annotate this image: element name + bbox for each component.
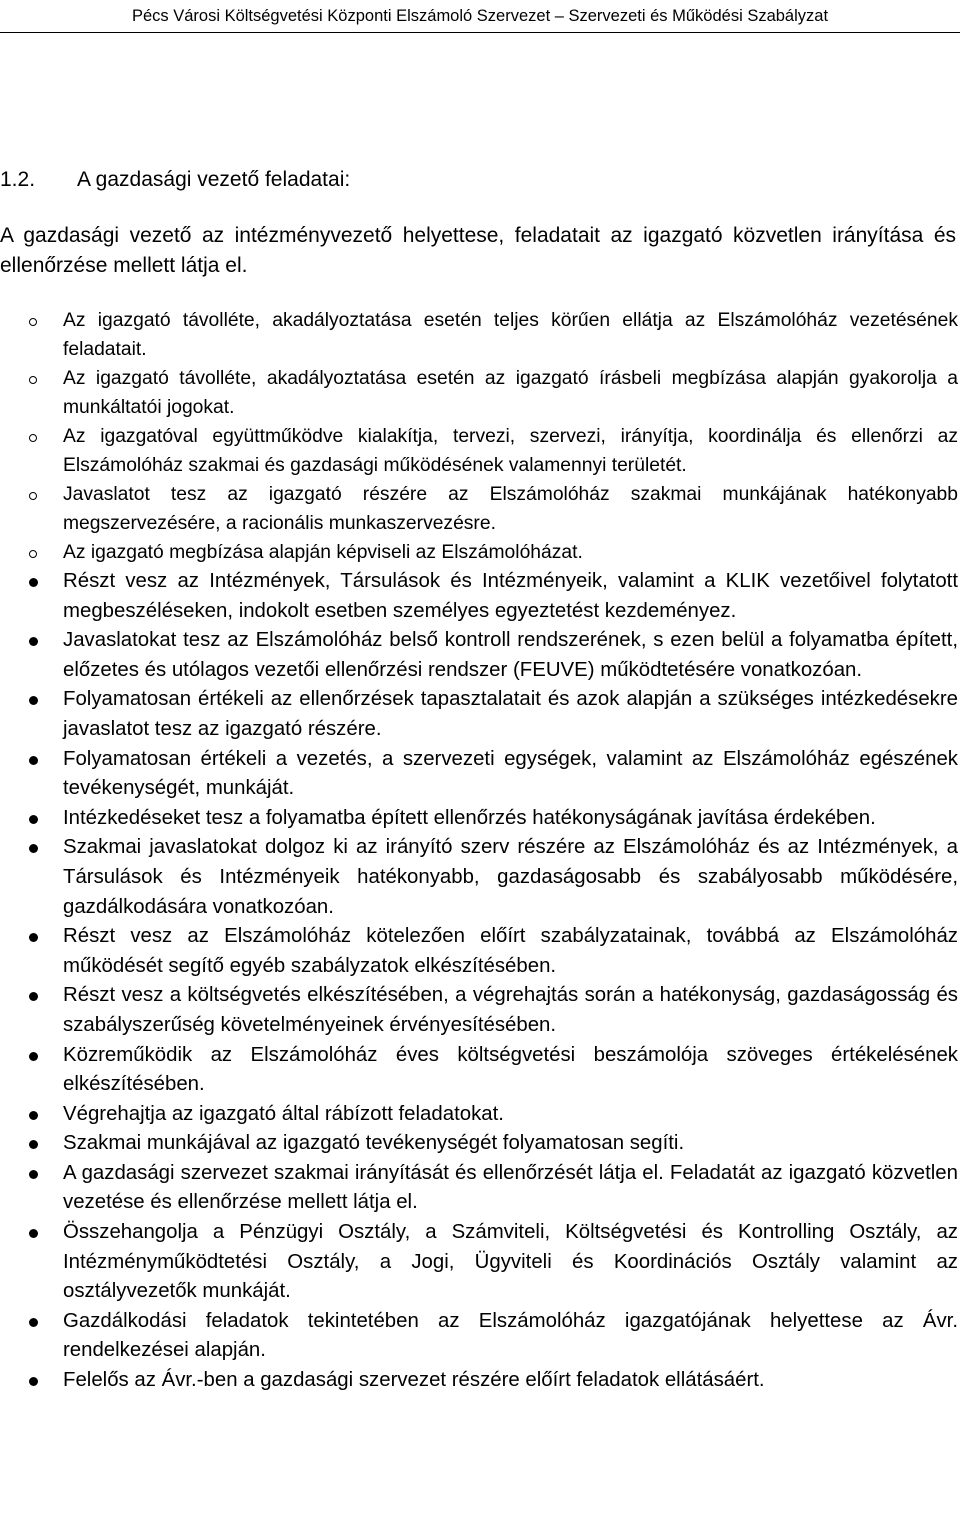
intro-paragraph: A gazdasági vezető az intézményvezető helyettese, feladatait az igazgató közvetlen irányítása és ellenőrzése mellett látja el.	[0, 224, 956, 277]
bullet-icon	[29, 1170, 38, 1179]
list-item-text: Végrehajtja az igazgató által rábízott feladatokat.	[63, 1102, 504, 1125]
list-item	[0, 1129, 958, 1159]
list-item-text: Folyamatosan értékeli az ellenőrzések tapasztalatait és azok alapján a szükséges intézkedésekre javaslatot tesz az igazgató részére.	[63, 688, 958, 740]
list-item	[0, 804, 958, 834]
list-item-text: Az igazgató távolléte, akadályoztatása esetén az igazgató írásbeli megbízása alapján gyakorolja a munkáltatói jogokat.	[63, 368, 958, 418]
list-item-text: Szakmai munkájával az igazgató tevékenységét folyamatosan segíti.	[63, 1132, 685, 1155]
list-item-text: Összehangolja a Pénzügyi Osztály, a Számviteli, Költségvetési és Kontrolling Osztály, az Intézményműködtetési Osztály, a Jogi, Ügyviteli és Koordinációs Osztály valamint az osztályvezetők munkáját.	[63, 1221, 958, 1303]
bullet-icon	[29, 578, 38, 587]
header-rule	[0, 32, 960, 33]
list-item	[0, 1307, 958, 1366]
bullet-icon	[29, 1229, 38, 1238]
hollow-bullet-icon	[29, 318, 37, 326]
bullet-icon	[29, 844, 38, 853]
bullet-icon	[29, 637, 38, 646]
bullet-icon	[29, 1377, 38, 1386]
list-item	[0, 364, 958, 422]
section-number: 1.2.	[0, 168, 36, 191]
list-item-text: Az igazgató megbízása alapján képviseli az Elszámolóházat.	[63, 542, 583, 563]
list-item	[0, 922, 958, 981]
bullet-icon	[29, 933, 38, 942]
running-header: Pécs Városi Költségvetési Központi Elszámoló Szervezet – Szervezeti és Működési Szabályzat	[131, 7, 829, 25]
hollow-bullet-icon	[29, 492, 37, 500]
list-item	[0, 1218, 958, 1307]
hollow-bullet-icon	[29, 434, 37, 442]
list-item	[0, 1159, 958, 1218]
list-item-text: Részt vesz a költségvetés elkészítésében, a végrehajtás során a hatékonyság, gazdaságosság és szabályszerűség követelményeinek érvényesítésében.	[63, 984, 958, 1036]
list-item-text: Gazdálkodási feladatok tekintetében az Elszámolóház igazgatójának helyettese az Ávr. rendelkezései alapján.	[63, 1309, 958, 1362]
list-item-text: Folyamatosan értékeli a vezetés, a szervezeti egységek, valamint az Elszámolóház egészének tevékenységét, munkáját.	[63, 747, 958, 800]
list-item	[0, 745, 958, 804]
list-item-text: Szakmai javaslatokat dolgoz ki az irányító szerv részére az Elszámolóház és az Intézmények, a Társulások és Intézményeik hatékonyabb, gazdaságosabb és szabályosabb működésére, gazdálkodására vonatkozóan.	[63, 836, 958, 918]
list-item	[0, 981, 958, 1040]
list-item-text: Részt vesz az Elszámolóház kötelezően előírt szabályzatainak, továbbá az Elszámolóház működését segítő egyéb szabályzatok elkészítésében.	[63, 925, 958, 977]
list-item-text: Javaslatot tesz az igazgató részére az Elszámolóház szakmai munkájának hatékonyabb megszervezésére, a racionális munkaszervezésre.	[63, 484, 958, 534]
bullet-icon	[29, 815, 38, 824]
list-item	[0, 538, 958, 567]
list-item-text: Intézkedéseket tesz a folyamatba épített ellenőrzés hatékonyságának javítása érdekében.	[63, 806, 876, 829]
list-item-text: Javaslatokat tesz az Elszámolóház belső kontroll rendszerének, s ezen belül a folyamatba épített, előzetes és utólagos vezetői ellenőrzési rendszer (FEUVE) működtetésére vonatkozóan.	[63, 629, 958, 681]
list-item	[0, 626, 958, 685]
list-item-text: Részt vesz az Intézmények, Társulások és Intézményeik, valamint a KLIK vezetőivel folytatott megbeszéléseken, indokolt esetben személyes egyeztetést kezdeményez.	[63, 570, 958, 622]
list-item-text: Az igazgatóval együttműködve kialakítja, tervezi, szervezi, irányítja, koordinálja és ellenőrzi az Elszámolóház szakmai és gazdasági működésének valamennyi területét.	[63, 426, 958, 476]
hollow-bullet-icon	[29, 376, 37, 384]
list-item	[0, 567, 958, 626]
list-item	[0, 1100, 958, 1130]
section-heading	[0, 168, 350, 192]
list-item	[0, 480, 958, 538]
bullet-icon	[29, 992, 38, 1001]
bullet-icon	[29, 1318, 38, 1327]
list-item-text: Felelős az Ávr.-ben a gazdasági szervezet részére előírt feladatok ellátásáért.	[63, 1369, 765, 1392]
bullet-icon	[29, 1052, 38, 1061]
list-item	[0, 833, 958, 922]
list-item	[0, 1366, 958, 1396]
list-item-text: Közreműködik az Elszámolóház éves költségvetési beszámolója szöveges értékelésének elkészítésében.	[63, 1043, 958, 1096]
bullet-icon	[29, 1111, 38, 1120]
list-item	[0, 306, 958, 364]
duties-list	[0, 306, 958, 1396]
list-item	[0, 685, 958, 744]
section-title: A gazdasági vezető feladatai:	[77, 168, 351, 191]
list-item	[0, 1041, 958, 1100]
bullet-icon	[29, 756, 38, 765]
list-item-text: A gazdasági szervezet szakmai irányítását és ellenőrzését látja el. Feladatát az igazgató közvetlen vezetése és ellenőrzése mellett látja el.	[63, 1161, 958, 1214]
list-item-text: Az igazgató távolléte, akadályoztatása esetén teljes körűen ellátja az Elszámolóház vezetésének feladatait.	[63, 310, 958, 360]
bullet-icon	[29, 1140, 38, 1149]
list-item	[0, 422, 958, 480]
hollow-bullet-icon	[29, 550, 37, 558]
bullet-icon	[29, 696, 38, 705]
